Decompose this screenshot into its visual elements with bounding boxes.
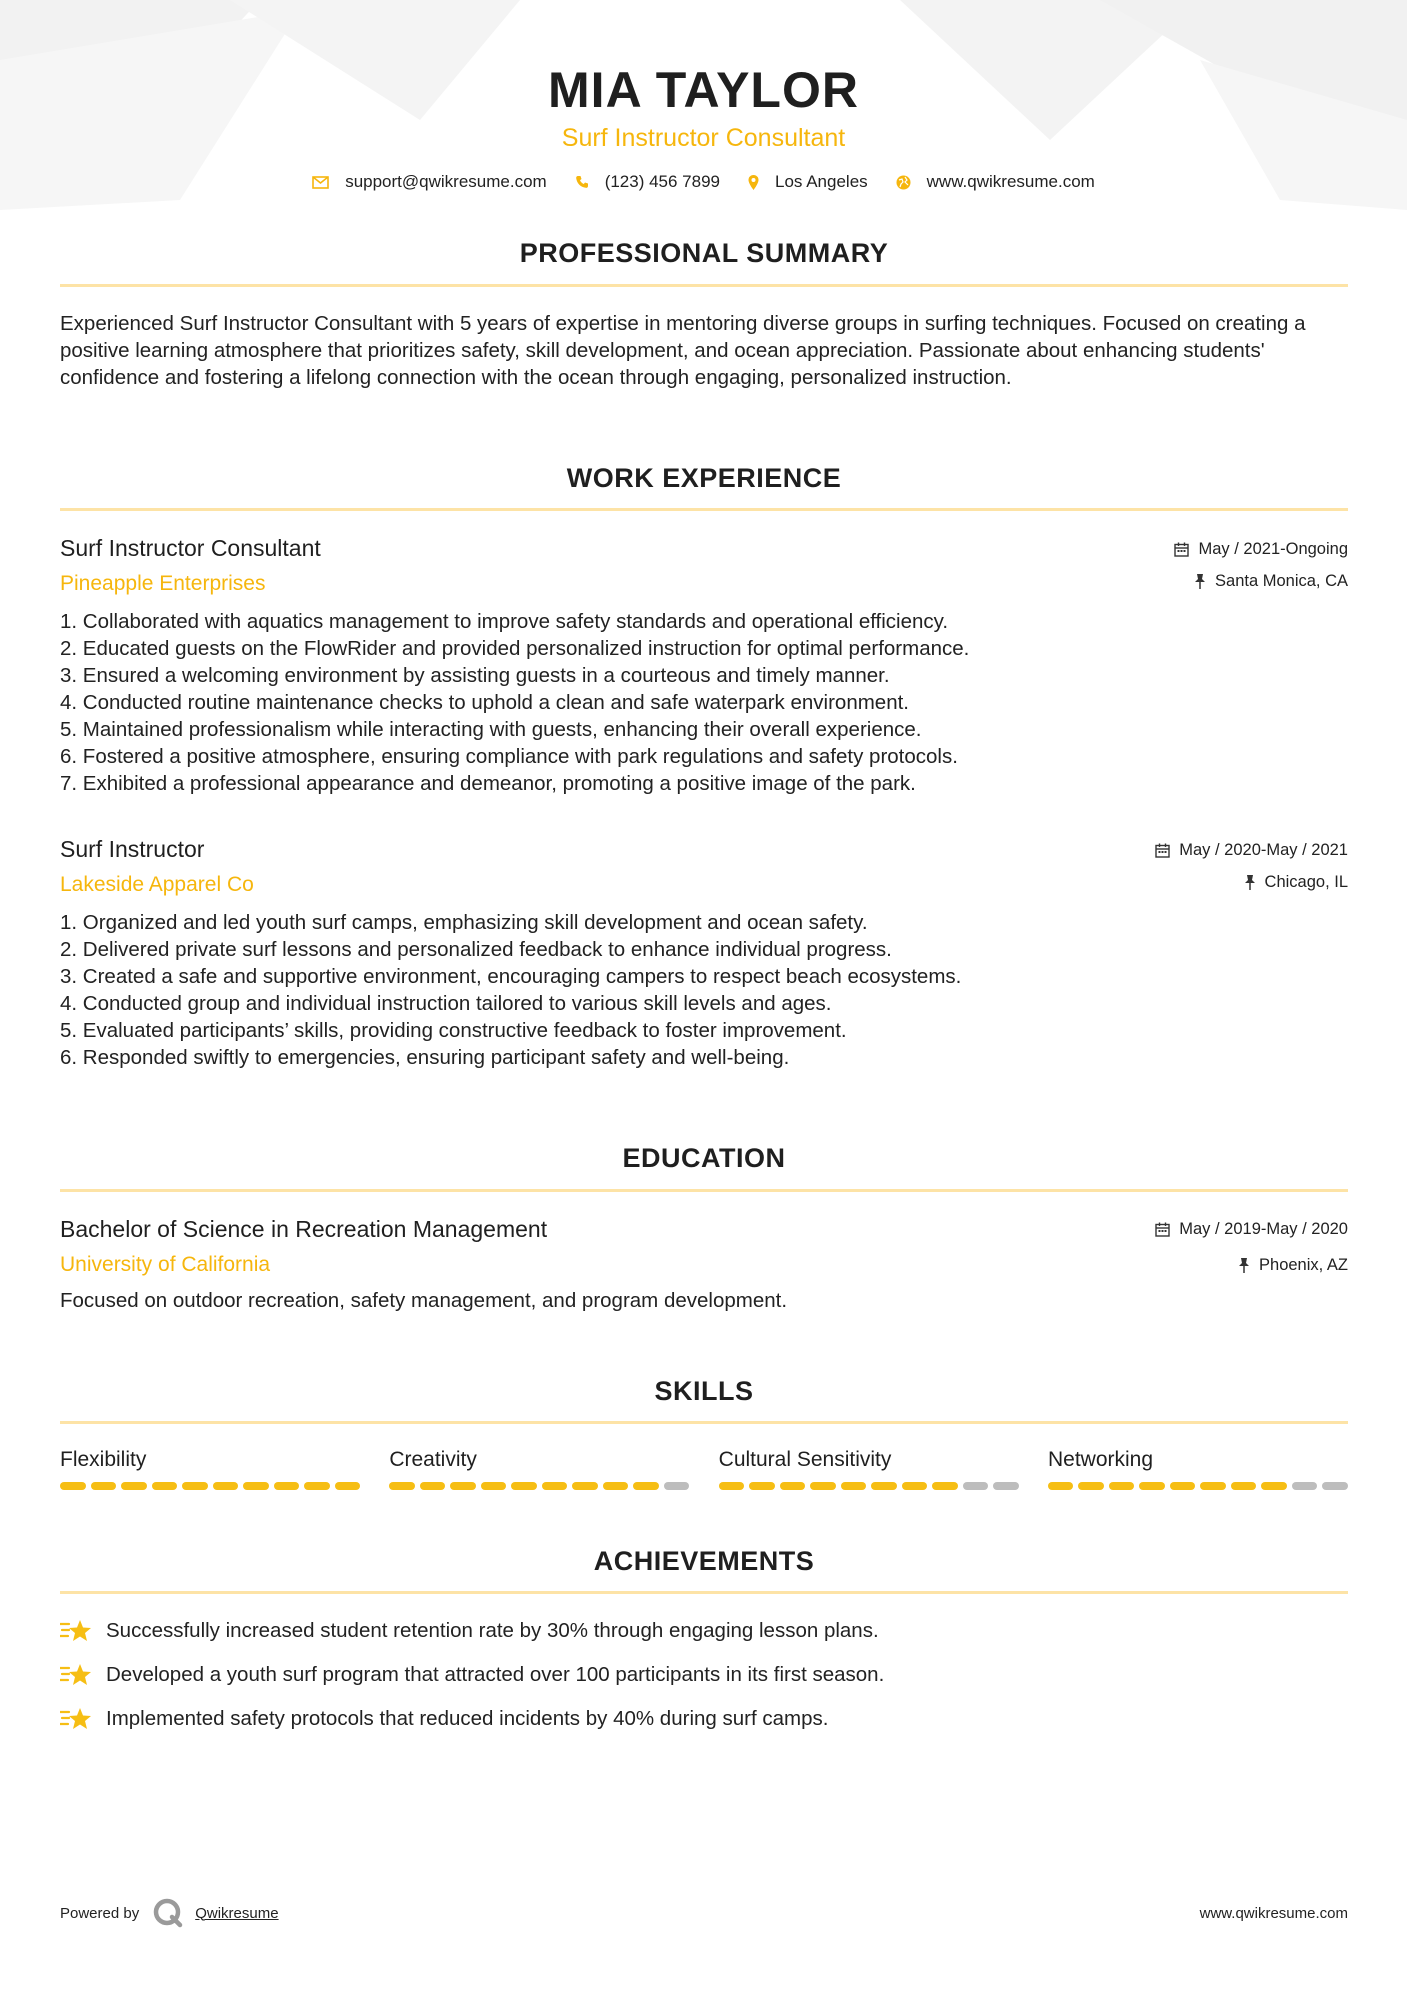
list-item: 1. Organized and led youth surf camps, emphasizing skill development and ocean safety. bbox=[60, 911, 868, 934]
skill-segment-filled bbox=[511, 1482, 537, 1490]
skill-segment-filled bbox=[121, 1482, 147, 1490]
achievement-text: Successfully increased student retention rate by 30% through engaging lesson plans. bbox=[106, 1619, 879, 1642]
contact-website[interactable] bbox=[896, 172, 1095, 192]
skill-segment-filled bbox=[304, 1482, 330, 1490]
education-date: May / 2019-May / 2020 bbox=[1179, 1219, 1348, 1238]
calendar-icon bbox=[1174, 542, 1189, 557]
job-date: May / 2021-Ongoing bbox=[1198, 539, 1348, 558]
qwikresume-logo-icon bbox=[153, 1898, 183, 1928]
skill-segment-filled bbox=[91, 1482, 117, 1490]
skill-segment-filled bbox=[633, 1482, 659, 1490]
envelope-icon bbox=[312, 176, 329, 189]
experience-heading: WORK EXPERIENCE bbox=[566, 463, 842, 493]
education-degree: Bachelor of Science in Recreation Management bbox=[60, 1216, 548, 1242]
skill-segment-filled bbox=[1109, 1482, 1135, 1490]
job-company: Pineapple Enterprises bbox=[60, 572, 266, 595]
footer bbox=[60, 1898, 1348, 1928]
education-description: Focused on outdoor recreation, safety management, and program development. bbox=[60, 1289, 788, 1312]
skill-segment-filled bbox=[182, 1482, 208, 1490]
list-item: 5. Maintained professionalism while interacting with guests, enhancing their overall experience. bbox=[60, 718, 922, 741]
skill-segment-empty bbox=[664, 1482, 690, 1490]
achievement-text: Developed a youth surf program that attracted over 100 participants in its first season. bbox=[106, 1663, 885, 1686]
list-item: 2. Delivered private surf lessons and personalized feedback to enhance individual progress. bbox=[60, 938, 892, 961]
list-item: 4. Conducted group and individual instruction tailored to various skill levels and ages. bbox=[60, 992, 832, 1015]
globe-icon bbox=[896, 175, 911, 190]
education-location: Phoenix, AZ bbox=[1259, 1255, 1348, 1274]
skill-segment-filled bbox=[213, 1482, 239, 1490]
resume-header bbox=[0, 58, 1407, 192]
contact-email[interactable] bbox=[312, 172, 547, 192]
skill-segment-filled bbox=[243, 1482, 269, 1490]
list-item: 5. Evaluated participants’ skills, providing constructive feedback to foster improvement. bbox=[60, 1019, 847, 1042]
skill-rating-bar bbox=[60, 1482, 360, 1490]
skill-segment-filled bbox=[542, 1482, 568, 1490]
job-location: Chicago, IL bbox=[1264, 872, 1348, 891]
job-meta bbox=[1155, 834, 1348, 894]
skill-rating-bar bbox=[719, 1482, 1019, 1490]
candidate-role: Surf Instructor Consultant bbox=[561, 124, 846, 152]
skill-name: Cultural Sensitivity bbox=[718, 1448, 892, 1471]
skill-item bbox=[389, 1446, 689, 1490]
skill-name: Flexibility bbox=[60, 1448, 147, 1471]
powered-by bbox=[60, 1898, 279, 1928]
skill-segment-empty bbox=[993, 1482, 1019, 1490]
achievements-heading: ACHIEVEMENTS bbox=[593, 1546, 815, 1576]
education-school: University of California bbox=[60, 1253, 271, 1276]
contact-phone-text: (123) 456 7899 bbox=[604, 172, 721, 191]
skill-segment-filled bbox=[481, 1482, 507, 1490]
skill-rating-bar bbox=[389, 1482, 689, 1490]
contact-email-text: support@qwikresume.com bbox=[345, 172, 547, 191]
skill-segment-filled bbox=[1078, 1482, 1104, 1490]
powered-by-label: Powered by bbox=[60, 1904, 140, 1922]
list-item bbox=[60, 1653, 1348, 1697]
calendar-icon bbox=[1155, 843, 1170, 858]
skill-segment-filled bbox=[810, 1482, 836, 1490]
skills-heading: SKILLS bbox=[654, 1376, 754, 1406]
achievements-divider bbox=[60, 1591, 1348, 1594]
map-pin-icon bbox=[748, 175, 759, 190]
skill-segment-filled bbox=[274, 1482, 300, 1490]
skill-name: Networking bbox=[1047, 1448, 1154, 1471]
contact-location-text: Los Angeles bbox=[775, 172, 868, 191]
list-item: 7. Exhibited a professional appearance and demeanor, promoting a positive image of the park. bbox=[60, 772, 916, 795]
skill-segment-empty bbox=[1322, 1482, 1348, 1490]
skill-segment-empty bbox=[1292, 1482, 1318, 1490]
skill-segment-filled bbox=[1261, 1482, 1287, 1490]
job-company: Lakeside Apparel Co bbox=[60, 873, 254, 896]
pushpin-icon bbox=[1194, 574, 1206, 589]
skill-segment-filled bbox=[1200, 1482, 1226, 1490]
skill-segment-filled bbox=[603, 1482, 629, 1490]
education-entry bbox=[60, 1214, 1348, 1314]
footer-url[interactable]: www.qwikresume.com bbox=[1199, 1904, 1348, 1922]
skill-segment-filled bbox=[389, 1482, 415, 1490]
job-bullets bbox=[60, 909, 1348, 1071]
contact-website-text: www.qwikresume.com bbox=[926, 172, 1095, 191]
contact-phone[interactable] bbox=[575, 172, 720, 192]
list-item: 6. Responded swiftly to emergencies, ensuring participant safety and well-being. bbox=[60, 1046, 790, 1069]
skill-item bbox=[719, 1446, 1019, 1490]
skill-segment-filled bbox=[749, 1482, 775, 1490]
skill-segment-filled bbox=[902, 1482, 928, 1490]
skill-segment-filled bbox=[60, 1482, 86, 1490]
skill-segment-filled bbox=[1170, 1482, 1196, 1490]
list-item bbox=[60, 1697, 1348, 1741]
list-item: 3. Created a safe and supportive environment, encouraging campers to respect beach ecosystems. bbox=[60, 965, 962, 988]
contact-bar bbox=[0, 172, 1407, 192]
skills-divider bbox=[60, 1421, 1348, 1424]
skill-segment-empty bbox=[963, 1482, 989, 1490]
job-bullets bbox=[60, 608, 1348, 797]
list-item: 1. Collaborated with aquatics management to improve safety standards and operational efficiency. bbox=[60, 610, 949, 633]
education-divider bbox=[60, 1189, 1348, 1192]
skill-segment-filled bbox=[1139, 1482, 1165, 1490]
skill-segment-filled bbox=[420, 1482, 446, 1490]
list-item bbox=[60, 1609, 1348, 1653]
skill-segment-filled bbox=[572, 1482, 598, 1490]
pushpin-icon bbox=[1238, 1258, 1250, 1273]
skill-segment-filled bbox=[335, 1482, 361, 1490]
skill-segment-filled bbox=[152, 1482, 178, 1490]
job-location: Santa Monica, CA bbox=[1215, 571, 1348, 590]
job-entry bbox=[60, 834, 1348, 1071]
skill-segment-filled bbox=[871, 1482, 897, 1490]
brand-link[interactable]: Qwikresume bbox=[195, 1904, 279, 1922]
summary-text: Experienced Surf Instructor Consultant with 5 years of expertise in mentoring diverse groups in surfing techniques. Focused on creating a positive learning atmosphere that prioritizes safety, skill development, and ocean appreciation. Passionate about enhancing students' confidence and fostering a lifelong connection with the ocean through engaging, personalized instruction. bbox=[60, 312, 1306, 389]
skill-item bbox=[60, 1446, 360, 1490]
summary-heading: PROFESSIONAL SUMMARY bbox=[519, 238, 889, 268]
list-item: 3. Ensured a welcoming environment by assisting guests in a courteous and timely manner. bbox=[60, 664, 890, 687]
calendar-icon bbox=[1155, 1222, 1170, 1237]
achievements-list bbox=[60, 1609, 1348, 1741]
candidate-name: MIA TAYLOR bbox=[548, 62, 859, 118]
skill-segment-filled bbox=[780, 1482, 806, 1490]
skill-item bbox=[1048, 1446, 1348, 1490]
education-heading: EDUCATION bbox=[622, 1143, 786, 1173]
skill-name: Creativity bbox=[389, 1448, 477, 1471]
job-meta bbox=[1174, 533, 1348, 593]
list-item: 2. Educated guests on the FlowRider and provided personalized instruction for optimal performance. bbox=[60, 637, 970, 660]
contact-location bbox=[748, 172, 868, 192]
experience-divider bbox=[60, 508, 1348, 511]
list-item: 6. Fostered a positive atmosphere, ensuring compliance with park regulations and safety protocols. bbox=[60, 745, 958, 768]
phone-icon bbox=[575, 175, 589, 189]
skill-segment-filled bbox=[450, 1482, 476, 1490]
shooting-star-icon bbox=[60, 1617, 92, 1645]
job-date: May / 2020-May / 2021 bbox=[1179, 840, 1348, 859]
achievement-text: Implemented safety protocols that reduced incidents by 40% during surf camps. bbox=[106, 1707, 829, 1730]
skill-segment-filled bbox=[1048, 1482, 1074, 1490]
summary-divider bbox=[60, 284, 1348, 287]
pushpin-icon bbox=[1244, 875, 1256, 890]
list-item: 4. Conducted routine maintenance checks to uphold a clean and safe waterpark environment. bbox=[60, 691, 909, 714]
skill-segment-filled bbox=[1231, 1482, 1257, 1490]
shooting-star-icon bbox=[60, 1661, 92, 1689]
skills-list bbox=[60, 1446, 1348, 1490]
job-entry bbox=[60, 533, 1348, 797]
shooting-star-icon bbox=[60, 1705, 92, 1733]
education-meta bbox=[1155, 1214, 1348, 1277]
skill-segment-filled bbox=[719, 1482, 745, 1490]
skill-segment-filled bbox=[841, 1482, 867, 1490]
skill-rating-bar bbox=[1048, 1482, 1348, 1490]
job-title: Surf Instructor bbox=[60, 836, 205, 862]
skill-segment-filled bbox=[932, 1482, 958, 1490]
job-title: Surf Instructor Consultant bbox=[60, 535, 321, 561]
